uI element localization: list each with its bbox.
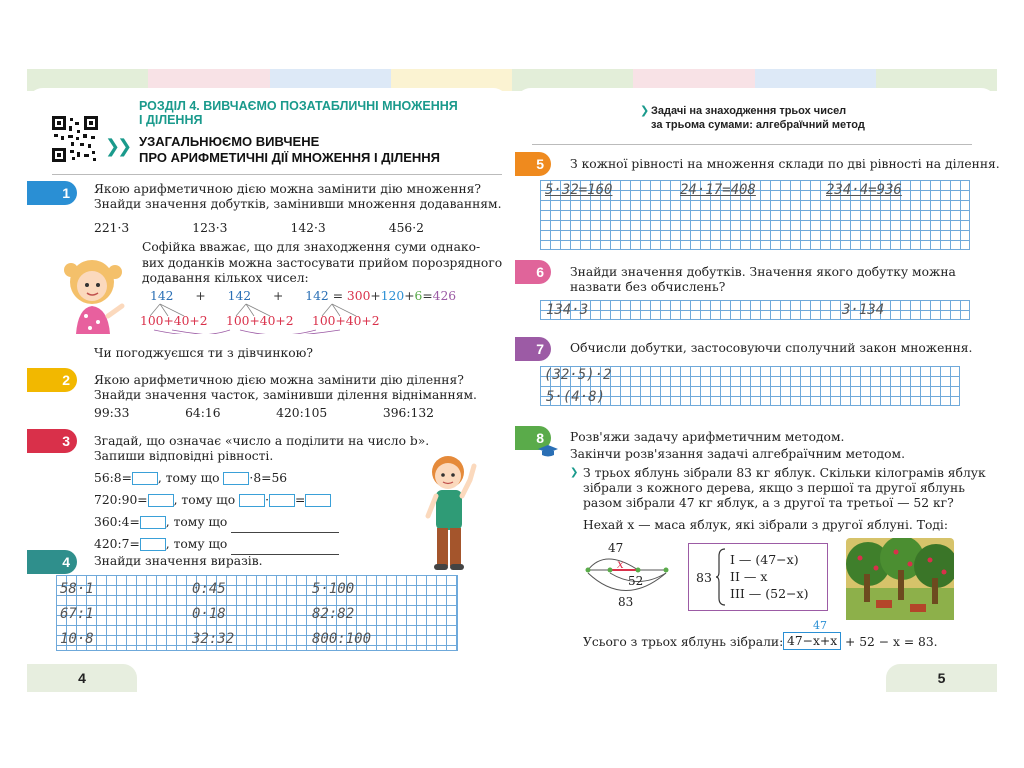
expr: 64:16 (185, 406, 221, 420)
task-8-line-2: Закінчи розв'язання задачі алгебраїчним методом. (570, 447, 905, 461)
equals: = (332, 289, 343, 303)
chapter-title (139, 99, 458, 127)
expr: (32·5)·2 (544, 367, 612, 383)
eq-check: ·8=56 (249, 471, 288, 485)
addend: 142 (150, 289, 174, 303)
plus: + (370, 289, 381, 303)
page-number-right: 5 (886, 664, 997, 692)
brace-icon (716, 548, 726, 606)
equality-row (94, 533, 339, 555)
equality-row (94, 489, 339, 511)
expr: 5·100 (312, 581, 355, 597)
girl-illustration (58, 250, 130, 334)
eq-left: 420:7= (94, 537, 140, 551)
eq-left: 56:8= (94, 471, 132, 485)
decomposition: 100+40+2 (226, 314, 294, 328)
problem-line-3: разом зібрали 47 кг яблук, а з другої та третьої — 52 кг? (583, 496, 954, 510)
header-line-1: Задачі на знаходження трьох чисел (651, 105, 847, 117)
chevron-right-icon: ❯ (640, 105, 650, 117)
divider (52, 174, 502, 175)
task-1-badge: 1 (27, 181, 77, 205)
task-7-text: Обчисли добутки, застосовуючи сполучний закон множення. (570, 341, 973, 355)
task-6-line-2: назвати без обчислень? (570, 280, 726, 294)
decomposition: 100+40+2 (312, 314, 380, 328)
double-chevron-icon: ❯❯ (105, 136, 130, 156)
let-statement: Нехай x — маса яблук, які зібрали з другої яблуні. Тоді: (583, 518, 948, 532)
decomposition: 100+40+2 (140, 314, 208, 328)
graduation-cap-icon (537, 444, 559, 458)
eq-because: , тому що (173, 493, 236, 507)
eq-because: , тому що (165, 515, 228, 529)
expr: 134·3 (546, 302, 589, 318)
sofia-line-2: вих доданків можна застосувати прийом порозрядного (142, 255, 503, 270)
hundreds-sum: 300 (346, 289, 371, 303)
problem-line-2: зібрали з кожного дерева, якщо з першої та другої яблунь (583, 481, 965, 495)
final-expression-box: 47−x+x (783, 632, 841, 650)
subtitle-line-2: ПРО АРИФМЕТИЧНІ ДІЇ МНОЖЕННЯ І ДІЛЕННЯ (139, 150, 440, 165)
system-line: ІІ — x (730, 569, 768, 584)
chevron-right-icon: ❯ (570, 467, 579, 478)
system-line: І — (47−x) (730, 552, 799, 567)
eq-equals: = (295, 493, 306, 507)
answer-box[interactable] (269, 494, 295, 507)
eq-left: 360:4= (94, 515, 140, 529)
label-47: 47 (608, 541, 624, 555)
task-1-line-2: Знайди значення добутків, замінивши множення додаванням. (94, 197, 502, 211)
problem-text (583, 466, 986, 511)
plus: + (195, 289, 206, 303)
task-6-grid[interactable] (540, 300, 970, 320)
answer-box[interactable] (223, 472, 249, 485)
task-2-expressions (94, 406, 434, 421)
eq-because: , тому що (157, 471, 220, 485)
task-3-equalities (94, 467, 339, 555)
addend: 142 (227, 289, 252, 303)
units-sum: 6 (414, 289, 423, 303)
task-3-badge: 3 (27, 429, 77, 453)
expr: 99:33 (94, 406, 130, 420)
expr: 5·(4·8) (546, 389, 606, 405)
bracket-label-47: 47 (813, 619, 827, 632)
sofia-text (142, 240, 502, 287)
expr: 456·2 (388, 221, 424, 235)
system-lines (730, 551, 808, 602)
expr: 0·18 (192, 606, 226, 622)
expr: 123·3 (192, 221, 228, 235)
chapter-title-line-2: І ДІЛЕННЯ (139, 113, 203, 127)
task-2-line-1: Якою арифметичною дією можна замінити дію ділення? (94, 373, 464, 387)
eq-left: 720:90= (94, 493, 148, 507)
expr: 3·134 (842, 302, 885, 318)
task-6-badge: 6 (515, 260, 551, 284)
task-3-text (94, 434, 429, 464)
page-number-left: 4 (27, 664, 137, 692)
answer-box[interactable] (148, 494, 174, 507)
expr: 0:45 (192, 581, 226, 597)
answer-box[interactable] (305, 494, 331, 507)
eq-dot: · (265, 493, 269, 507)
expr: 396:132 (382, 406, 434, 420)
divider (532, 144, 972, 145)
answer-box[interactable] (140, 538, 166, 551)
task-7-badge: 7 (515, 337, 551, 361)
expr: 221·3 (94, 221, 130, 235)
equation: 24·17=408 (680, 182, 756, 198)
task-2-text (94, 373, 477, 403)
task-3-line-2: Запиши відповідні рівності. (94, 449, 274, 463)
expr: 142·3 (290, 221, 326, 235)
expr: 82:82 (312, 606, 355, 622)
answer-line[interactable] (231, 521, 339, 533)
equation: 234·4=936 (826, 182, 902, 198)
task-6-text (570, 265, 956, 295)
tens-sum: 120 (380, 289, 405, 303)
task-4-text: Знайди значення виразів. (94, 554, 263, 568)
page-header (651, 104, 865, 132)
final-label: Усього з трьох яблунь зібрали: (583, 635, 784, 649)
label-52: 52 (628, 574, 644, 588)
subtitle-line-1: УЗАГАЛЬНЮЄМО ВИВЧЕНЕ (139, 134, 320, 149)
task-8-badge: 8 (515, 426, 551, 450)
equation: 5·32=160 (545, 182, 613, 198)
eq-because: , тому що (165, 537, 228, 551)
task-1-question: Чи погоджуєшся ти з дівчинкою? (94, 346, 313, 360)
task-1-expressions (94, 221, 424, 236)
header-line-2: за трьома сумами: алгебраїчний метод (651, 119, 865, 131)
task-2-badge: 2 (27, 368, 77, 392)
answer-box[interactable] (239, 494, 265, 507)
task-4-badge: 4 (27, 550, 77, 574)
plus: + (404, 289, 415, 303)
label-83: 83 (618, 595, 634, 609)
addend: 142 (305, 289, 329, 303)
expr: 67:1 (60, 606, 94, 622)
task-1-line-1: Якою арифметичною дією можна замінити дію множення? (94, 182, 482, 196)
system-total: 83 (696, 570, 712, 585)
sofia-line-1: Софійка вважає, що для знаходження суми однако- (142, 240, 481, 254)
expr: 10·8 (60, 631, 94, 647)
expr: 800:100 (312, 631, 372, 647)
expr: 32:32 (192, 631, 235, 647)
task-6-line-1: Знайди значення добутків. Значення якого добутку можна (570, 265, 956, 279)
answer-box[interactable] (132, 472, 158, 485)
final-rest: + 52 − x = 83. (845, 635, 938, 649)
sofia-line-3: додавання кількох чисел: (142, 271, 309, 285)
task-3-line-1: Згадай, що означає «число a поділити на число b». (94, 434, 430, 448)
problem-line-1: З трьох яблунь зібрали 83 кг яблук. Скільки кілограмів яблук (583, 466, 986, 480)
answer-box[interactable] (140, 516, 166, 529)
task-5-text: З кожної рівності на множення склади по дві рівності на ділення. (570, 157, 1000, 171)
system-line: ІІІ — (52−x) (730, 586, 809, 601)
task-8-text (570, 429, 905, 463)
task-2-line-2: Знайди значення часток, замінивши ділення відніманням. (94, 388, 477, 402)
boy-illustration (418, 452, 480, 572)
task-8-line-1: Розв'яжи задачу арифметичним методом. (570, 430, 845, 444)
lesson-subtitle (139, 134, 440, 166)
equals: = (422, 289, 433, 303)
total: 426 (432, 289, 457, 303)
expr: 58·1 (60, 581, 94, 597)
equality-row (94, 511, 339, 533)
apple-trees-illustration (846, 538, 954, 620)
equality-row (94, 467, 339, 489)
qr-code-icon[interactable] (52, 116, 98, 162)
plus: + (273, 289, 284, 303)
chapter-title-line-1: РОЗДІЛ 4. ВИВЧАЄМО ПОЗАТАБЛИЧНІ МНОЖЕННЯ (139, 99, 458, 113)
task-4-grid[interactable] (56, 575, 458, 651)
expr: 420:105 (276, 406, 328, 420)
task-1-text (94, 182, 502, 212)
label-x: x (617, 557, 624, 571)
task-5-badge: 5 (515, 152, 551, 176)
